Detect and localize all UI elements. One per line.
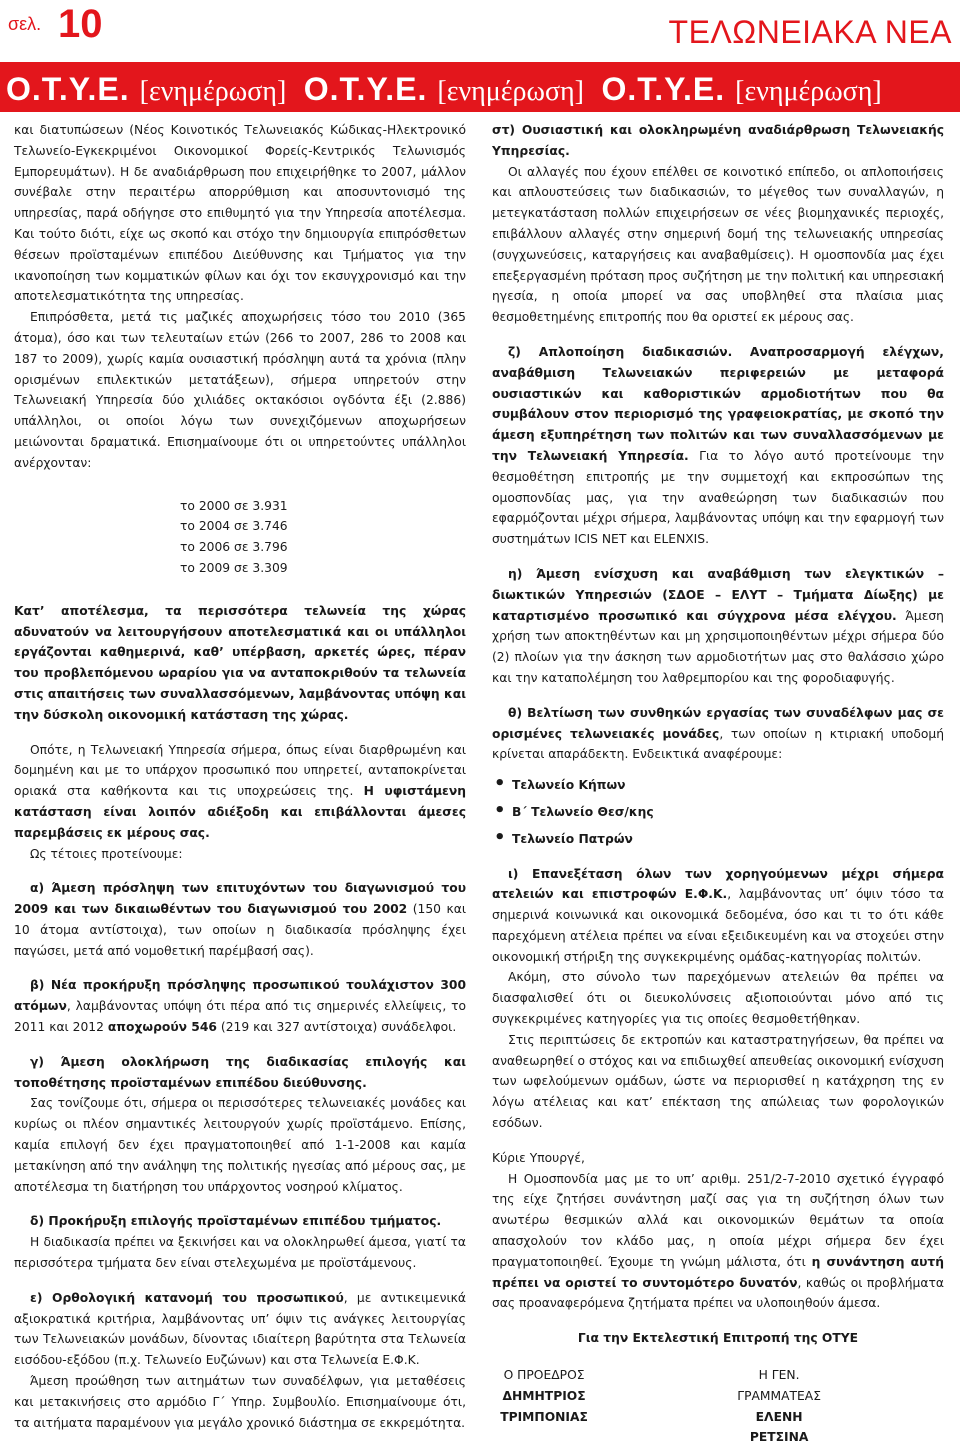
- paragraph: Οπότε, η Τελωνειακή Υπηρεσία σήμερα, όπως είναι διαρθρωμένη και δομημένη και με το υπάρχον προσωπικό που υπηρετεί, ανταποκρίνεται οριακά στα καθήκοντα και τις υποχρεώσεις της.: [14, 742, 466, 799]
- committee-line: Για την Εκτελεστική Επιτροπή της ΟΤΥΕ: [577, 1331, 859, 1346]
- proposal-heading-c: γ) Άμεση ολοκλήρωση της διαδικασίας επιλογής και τοποθέτησης προϊσταμένων επιπέδου διεύθυνσης.: [14, 1054, 466, 1090]
- year-item: το 2000 σε 3.931: [180, 498, 288, 513]
- paragraph: Στις περιπτώσεις δε εκτροπών και καταστρατηγήσεων, θα πρέπει να αναθεωρηθεί ο στόχος και να επιδιωχθεί απευθείας οικονομική ενίσχυση των ωφελούμενων ομάδων, ώστε να περιορισθεί η κατάχρηση της εν λόγω ατέλειας και κατ’ επέκταση της απώλειας των φορολογικών εσόδων.: [492, 1032, 944, 1131]
- paragraph: Η Ομοσπονδία μας με το υπ’ αριθμ. 251/2-7-2010 σχετικό έγγραφό της είχε ζητήσει συνάντηση μαζί σας για τη συζήτηση όλων των ανωτέρω θεσμικών αλλά και οικονομικών θεμάτων τα οποία απασχολούν τον κλάδο μας, η οποία μέχρι σήμερα δεν έχει πραγματοποιηθεί. Έχουμε τη γνώμη μάλιστα, ότι: [492, 1171, 944, 1269]
- paragraph: Ακόμη, στο σύνολο των παρεχόμενων ατελειών θα πρέπει να διασφαλισθεί ότι οι διευκολύνσεις αξιοποιούνται μόνο από τις συγκεκριμένες κατηγορίες για τις οποίες θεσμοθετήθηκαν.: [492, 970, 944, 1027]
- page-number: 10: [58, 2, 103, 46]
- proposal-heading-th: θ) Βελτίωση των συνθηκών εργασίας των συναδέλφων μας σε ορισμένες τελωνειακές μονάδες: [492, 705, 944, 741]
- proposal-text: Σας τονίζουμε ότι, σήμερα οι περισσότερες τελωνειακές μονάδες και κυρίως οι πλέον σημαντικές λειτουργούν χωρίς προϊστάμενο. Επίσης, καμία επιλογή δεν έχει πραγματοποιηθεί από 1-1-2008 και καμία μετακίνηση από την ανάληψη της πολιτικής ηγεσίας από μέρους σας, με αποτέλεσμα τη διατήρηση του υπάρχοντος νοσηρού κλίματος.: [14, 1096, 466, 1194]
- proposal-heading-z: ζ) Απλοποίηση διαδικασιών.: [508, 344, 733, 359]
- signatures: [492, 1365, 944, 1448]
- paragraph: Ως τέτοιες προτείνουμε:: [30, 846, 183, 861]
- emphasis-text: η συνάντηση αυτή πρέπει να οριστεί το συντομότερο δυνατόν: [492, 1254, 944, 1290]
- paragraph: , καθώς οι προβλήματα σας προαναφερόμενα ζητήματα πρέπει να υλοποιηθούν άμεσα.: [492, 1275, 944, 1311]
- proposal-text: Άμεση χρήση των αποκτηθέντων και μη χρησιμοποιηθέντων μέχρι σήμερα δύο (2) πλοίων για την άσκηση των αρμοδιοτήτων μας στο θαλάσσιο χώρο και την καταπολέμηση του λαθρεμπορίου και της φοροδιαφυγής.: [492, 608, 944, 685]
- page-label: σελ.: [8, 14, 42, 34]
- emphasis-text: αποχωρούν 546: [107, 1020, 217, 1035]
- staff-by-year-list: [180, 496, 466, 579]
- emphasis-text: Αναπροσαρμογή ελέγχων, αναβάθμιση Τελωνειακών περιφερειών με μεταφορά ουσιαστικών και καθοριστικών αρμοδιοτήτων που θα συμβάλουν στον περιορισμό της γραφειοκρατίας, με σκοπό την άμεση εξυπηρέτηση των πολιτών και των συναλλασσόμενων με την Τελωνειακή Υπηρεσία.: [492, 344, 944, 463]
- proposal-heading-b: β) Νέα προκήρυξη πρόσληψης προσωπικού τουλάχιστον 300 ατόμων: [14, 978, 466, 1014]
- proposal-text: , με αντικειμενικά αξιοκρατικά κριτήρια, λαμβάνοντας υπ’ όψιν τις ανάγκες λειτουργίας των Τελωνειακών μονάδων, δίνοντας ιδιαίτερη βαρύτητα στα Τελωνεία εισόδου-εξόδου (π.χ. Τελωνείο Ευζώνων) και στα Τελωνεία Ε.Φ.Κ.: [14, 1290, 466, 1368]
- proposal-heading-st: στ) Ουσιαστική και ολοκληρωμένη αναδιάρθρωση Τελωνειακής Υπηρεσίας.: [492, 123, 944, 158]
- signature-name: ΕΛΕΝΗ ΡΕΤΣΙΝΑ: [749, 1409, 809, 1445]
- proposal-heading-i: ι) Επανεξέταση όλων των χορηγούμενων μέχρι σήμερα ατελειών και επιστροφών Ε.Φ.Κ.: [492, 866, 944, 902]
- year-item: το 2004 σε 3.746: [180, 519, 288, 534]
- proposal-text: Άμεση προώθηση των αιτημάτων των συναδέλφων, για μεταθέσεις και μετακινήσεις στο αρμόδιο Γ΄ Υπηρ. Συμβουλίο. Επισημαίνουμε ότι, τα αιτήματα παραμένουν για μεγάλο χρονικό διάστημα σε εκκρεμότητα.: [14, 1374, 466, 1430]
- year-item: το 2009 σε 3.309: [180, 560, 288, 575]
- proposal-text: (150 και 10 άτομα αντίστοιχα), των οποίων η διαδικασία πρόσληψης έχει παγώσει, μετά από νομοθετική παρέμβασή σας).: [14, 902, 466, 958]
- list-item: • Β΄ Τελωνείο Θεσ/κης: [492, 802, 944, 823]
- signature-role: Η ΓΕΝ. ΓΡΑΜΜΑΤΕΑΣ: [737, 1368, 821, 1403]
- proposal-text: (219 και 327 αντίστοιχα) συνάδελφοι.: [220, 1020, 457, 1035]
- page-header: [0, 0, 960, 62]
- emphasis-paragraph: Κατ’ αποτέλεσμα, τα περισσότερα τελωνεία της χώρας αδυνατούν να λειτουργήσουν αποτελεσματικά και οι υπάλληλοι εργάζονται καθημερινά, καθ’ υπέρβαση, αρκετές ώρες, πέραν του προβλεπόμενου ωραρίου για να ανταποκριθούν τα τελωνεία στις απαιτήσεις των συναλλασσόμενων, λαμβάνοντας υπόψη και την δύσκολη οικονομική κατάσταση της χώρας.: [14, 603, 466, 722]
- banner-segment: Ο.Τ.Υ.Ε. [ενημέρωση]: [601, 71, 882, 107]
- year-item: το 2006 σε 3.796: [180, 540, 288, 555]
- signature-right: [727, 1365, 944, 1448]
- proposal-text: , λαμβάνοντας υπ’ όψιν τόσο τα σημερινά κοινωνικά και οικονομικά δεδομένα, όσο και τι το ότι κάθε παρεχόμενη ατέλεια πρέπει να είναι εξειδικευμένη και να στοχεύει στην οικονομική στήριξη της συγκεκριμένης ομάδας-κατηγορίας πολιτών.: [492, 887, 944, 964]
- customs-office-list: [492, 775, 944, 849]
- paragraph: Επιπρόσθετα, μετά τις μαζικές αποχωρήσεις τόσο του 2010 (365 άτομα), όσο και των τελευταίων ετών (266 το 2007, 286 το 2008 και 187 το 2009), χωρίς καμία ουσιαστική πρόσληψη αυτά τα χρόνια (πλην ορισμένων επιλεκτικών μετατάξεων), σήμερα υπηρετούν στην Τελωνειακή Υπηρεσία δύο χιλιάδες οκτακόσιοι ογδόντα έξι (2.886) υπάλληλοι, οι οποίοι λόγω των συνεχιζόμενων αποχωρήσεων μειώνονται δραματικά. Επισημαίνουμε ότι οι υπηρετούντες υπάλληλοι ανέρχονταν:: [14, 310, 466, 470]
- proposal-heading-a: α) Άμεση πρόσληψη των επιτυχόντων του διαγωνισμού του 2009 και των δικαιωθέντων του διαγωνισμού του 2002: [14, 881, 466, 917]
- banner-segment: Ο.Τ.Υ.Ε. [ενημέρωση]: [6, 71, 287, 107]
- signature-left: [492, 1365, 709, 1448]
- proposal-heading-h: η) Άμεση ενίσχυση και αναβάθμιση των ελεγκτικών – διωκτικών Υπηρεσιών (ΣΔΟΕ – ΕΛΥΤ – Τμήματα Δίωξης) με καταρτισμένο προσωπικό και σύγχρονα μέσα ελέγχου.: [492, 566, 944, 623]
- paragraph: και διατυπώσεων (Νέος Κοινοτικός Τελωνειακός Κώδικας-Ηλεκτρονικό Τελωνείο-Εγκεκριμένοι Οικονομικοί Φορείς-Κεντρικός Τελωνισμός Εμπορευμάτων). Η δε αναδιάρθρωση που επιχειρήθηκε το 2007, μάλλον συνέβαλε στην περαιτέρω απορρύθμιση και αποσυντονισμό της υπηρεσίας, παρά οδήγησε στο επιθυμητό για την Υπηρεσία αποτέλεσμα. Και τούτο διότι, είχε ως σκοπό και στόχο την δημιουργία επιπρόσθετων θέσεων προϊσταμένων επιπέδου Διεύθυνσης και Τμήματος για την ικανοποίηση των κομματικών φίλων και όχι τον εκσυγχρονισμό και την αποτελεσματικότητα της υπηρεσίας.: [14, 123, 466, 304]
- right-column: [492, 120, 944, 1448]
- proposal-text: , λαμβάνοντας υπόψη ότι πέρα από τις σημερινές ελλείψεις, το 2011 και 2012: [14, 999, 466, 1035]
- proposal-text: Οι αλλαγές που έχουν επέλθει σε κοινοτικό επίπεδο, οι απλοποιήσεις και απλουστεύσεις των διαδικασιών, το μέγεθος των συναλλαγών, η μετεγκατάσταση πολλών επιχειρήσεων σε νέες βιομηχανικές περιοχές, επιβάλλουν αλλαγές στην σημερινή δομή της τελωνειακής υπηρεσίας (συγχωνεύσεις, καταργήσεις και αναβαθμίσεις). Η ομοσπονδία μας έχει επεξεργασμένη πρόταση προς συζήτηση με την πολιτική και υπηρεσιακή ηγεσία, η οποία μπορεί να σας υποβληθεί στα πλαίσια μιας θεσμοθετημένης επιτροπής που θα οριστεί εκ μέρους σας.: [492, 164, 944, 325]
- left-column: [14, 120, 466, 1433]
- salutation: Κύριε Υπουργέ,: [492, 1150, 585, 1165]
- banner-segment: Ο.Τ.Υ.Ε. [ενημέρωση]: [303, 71, 585, 107]
- proposal-text: Για το λόγο αυτό προτείνουμε την θεσμοθέτηση επιτροπής με την συμμετοχή και εκπροσώπων της ομοσπονδίας μας, για την αναθεώρηση των διαδικασιών που εφαρμόζονται μέχρι σήμερα, λαμβάνοντας υπόψη και την εφαρμογή των συστημάτων ICIS NET και ELENXIS.: [492, 448, 945, 547]
- signature-name: ΔΗΜΗΤΡΙΟΣ ΤΡΙΜΠΟΝΙΑΣ: [500, 1388, 588, 1424]
- proposal-text: Η διαδικασία πρέπει να ξεκινήσει και να ολοκληρωθεί άμεσα, γιατί τα περισσότερα τμήματα δεν είναι στελεχωμένα με προϊστάμενους.: [14, 1235, 466, 1271]
- section-banner: [0, 62, 960, 112]
- list-item: • Τελωνείο Πατρών: [492, 829, 944, 850]
- publication-title: ΤΕΛΩΝΕΙΑΚΑ ΝΕΑ: [668, 14, 952, 50]
- proposal-heading-d: δ) Προκήρυξη επιλογής προϊσταμένων επιπέδου τμήματος.: [30, 1214, 442, 1229]
- emphasis-text: Η υφιστάμενη κατάσταση είναι λοιπόν αδιέξοδη και επιβάλλονται άμεσες παρεμβάσεις εκ μέρους σας.: [14, 784, 466, 840]
- proposal-text: , των οποίων η κτιριακή υποδομή κρίνεται απαράδεκτη. Ενδεικτικά αναφέρουμε:: [492, 726, 944, 762]
- list-item: • Τελωνείο Κήπων: [492, 775, 944, 796]
- proposal-heading-e: ε) Ορθολογική κατανομή του προσωπικού: [30, 1290, 344, 1305]
- signature-role: Ο ΠΡΟΕΔΡΟΣ: [503, 1368, 585, 1383]
